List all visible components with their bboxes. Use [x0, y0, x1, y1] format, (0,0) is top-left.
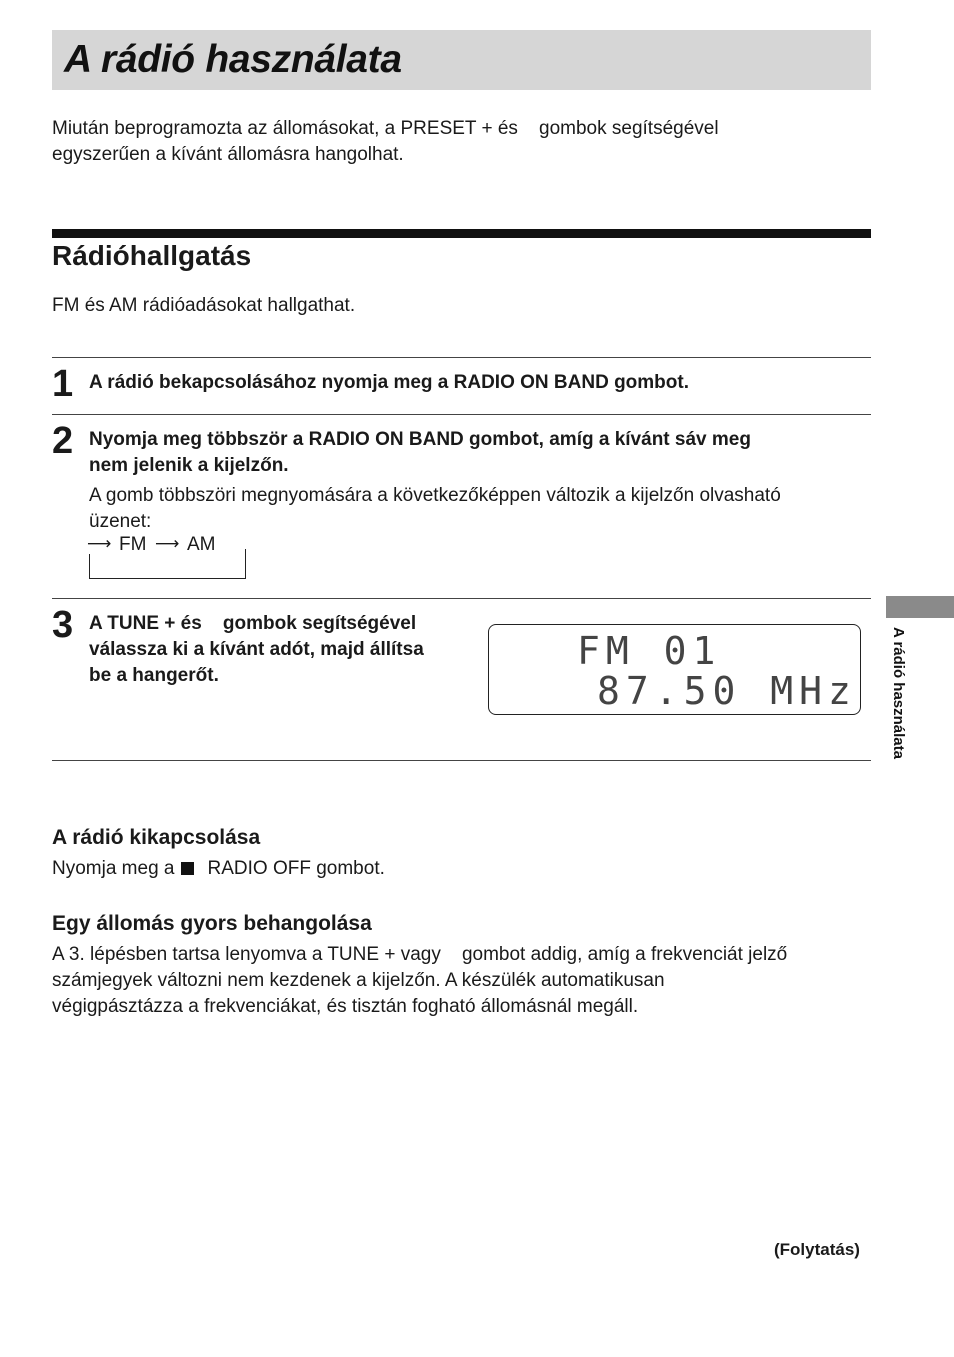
radio-off-text: Nyomja meg a RADIO OFF gombot.	[52, 858, 385, 879]
intro-line-1: Miután beprogramozta az állomásokat, a PRESET + és gombok segítségével	[52, 118, 719, 139]
step-2-text-line-1: A gomb többszöri megnyomására a következőképpen változik a kijelzőn olvasható	[89, 485, 781, 506]
stop-square-icon	[181, 862, 194, 875]
lcd-line-1: FM 01	[577, 629, 722, 673]
step-3-text	[89, 611, 424, 689]
section-title: Rádióhallgatás	[52, 240, 252, 271]
cycle-label-fm: FM	[119, 534, 147, 555]
step-2-bold	[89, 427, 751, 479]
intro-paragraph	[52, 116, 852, 168]
title-bar	[52, 30, 871, 90]
step-3-line-2: válassza ki a kívánt adót, majd állítsa	[89, 639, 424, 660]
continued-label: (Folytatás)	[774, 1240, 860, 1259]
quick-tune-title: Egy állomás gyors behangolása	[52, 912, 372, 935]
step-2-description	[89, 483, 874, 535]
intro-line-2: egyszerűen a kívánt állomásra hangolhat.	[52, 144, 404, 165]
steps-end-rule	[52, 760, 871, 761]
step-2-rule	[52, 414, 871, 415]
quick-tune-text: A 3. lépésben tartsa lenyomva a TUNE + vagy gombot addig, amíg a frekvenciát jelző számjegyek változni nem kezdenek a kijelzőn. A készülék automatikusan végigpásztázza a frekvenciákat, és tisztán fogható állomásnál megáll.	[52, 944, 788, 1017]
arrow-right-icon: ⟶	[87, 534, 112, 553]
step-3-rule	[52, 598, 871, 599]
step-1-rule	[52, 357, 871, 358]
step-3-line-1: A TUNE + és gombok segítségével	[89, 613, 417, 634]
step-1-text: A rádió bekapcsolásához nyomja meg a RADIO ON BAND gombot.	[89, 372, 690, 393]
step-2-bold-line-2: nem jelenik a kijelzőn.	[89, 455, 289, 476]
section-divider	[52, 229, 871, 238]
step-2-number: 2	[52, 420, 74, 462]
cycle-label-am: AM	[187, 534, 216, 555]
step-2-bold-line-1: Nyomja meg többször a RADIO ON BAND gombot, amíg a kívánt sáv meg	[89, 429, 751, 450]
radio-off-title: A rádió kikapcsolása	[52, 826, 261, 849]
page-title: A rádió használata	[64, 38, 402, 81]
section-description: FM és AM rádióadásokat hallgathat.	[52, 295, 356, 316]
step-3-line-3: be a hangerőt.	[89, 665, 219, 686]
band-cycle-diagram	[89, 533, 246, 579]
lcd-line-2: 87.50 MHz	[597, 669, 857, 713]
step-3-number: 3	[52, 604, 74, 646]
step-1-number: 1	[52, 363, 74, 405]
step-2-text-line-2: üzenet:	[89, 511, 152, 532]
side-tab-label: A rádió használata	[890, 627, 907, 759]
arrow-right-icon: ⟶	[155, 534, 180, 553]
side-tab-marker	[886, 596, 954, 618]
lcd-display	[488, 624, 861, 715]
